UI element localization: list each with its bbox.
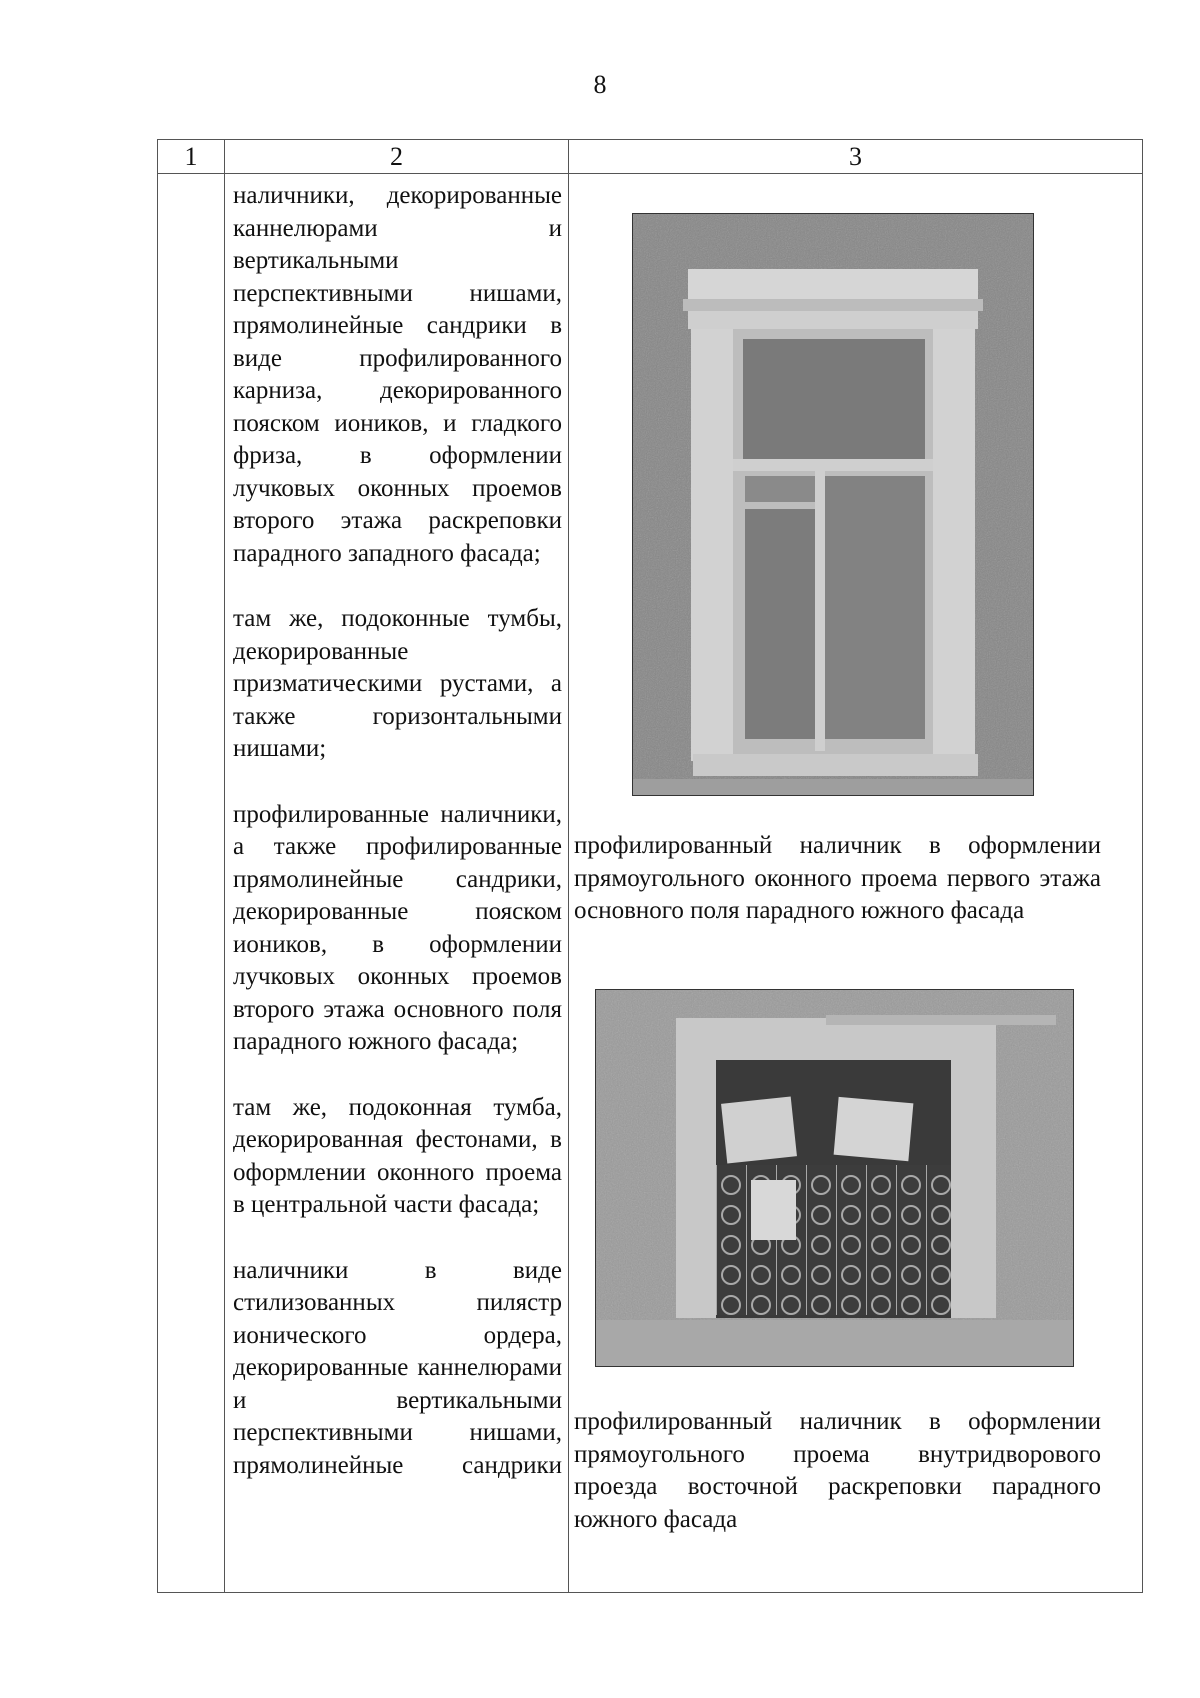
passage-photo-image — [596, 990, 1073, 1366]
description-paragraph-2: там же, подоконные тумбы, декорированные призматическими рустами, а также горизонтальными нишами; — [233, 605, 562, 762]
number-cell — [158, 174, 225, 1593]
content-row — [158, 174, 1143, 1593]
header-col-1: 1 — [158, 140, 225, 174]
description-paragraph-1: наличники, декорированные каннелюрами и вертикальными перспективными нишами, прямолинейные сандрики в виде профилированного карниза, декорированного пояском иоников, и гладкого фриза, в оформлении лучковых оконных проемов второго этажа раскреповки парадного западного фасада; — [233, 182, 562, 567]
description-paragraph-4: там же, подоконная тумба, декорированная фестонами, в оформлении оконного проема в центральной части фасада; — [233, 1093, 562, 1218]
passage-photo-caption: профилированный наличник в оформлении прямоугольного проема внутридворового проезда восточной раскреповки парадного южного фасада — [574, 1408, 1101, 1533]
header-col-3: 3 — [569, 140, 1143, 174]
passage-photo — [595, 989, 1074, 1367]
window-photo-image — [633, 214, 1033, 795]
header-row — [158, 140, 1143, 174]
window-photo-caption: профилированный наличник в оформлении прямоугольного оконного проема первого этажа основного поля парадного южного фасада — [574, 832, 1101, 924]
description-paragraph-3: профилированные наличники, а также профилированные прямолинейные сандрики, декорированные пояском иоников, в оформлении лучковых оконных проемов второго этажа основного поля парадного южного фасада; — [233, 800, 562, 1055]
header-col-2: 2 — [225, 140, 569, 174]
heritage-table — [157, 139, 1143, 1593]
page-number: 8 — [593, 70, 607, 99]
description-paragraph-5: наличники в виде стилизованных пилястр ионического ордера, декорированные каннелюрами и вертикальными перспективными нишами, прямолинейные сандрики — [233, 1256, 562, 1479]
window-photo — [632, 213, 1034, 796]
description-cell — [225, 174, 569, 1593]
illustration-cell — [569, 174, 1143, 1593]
